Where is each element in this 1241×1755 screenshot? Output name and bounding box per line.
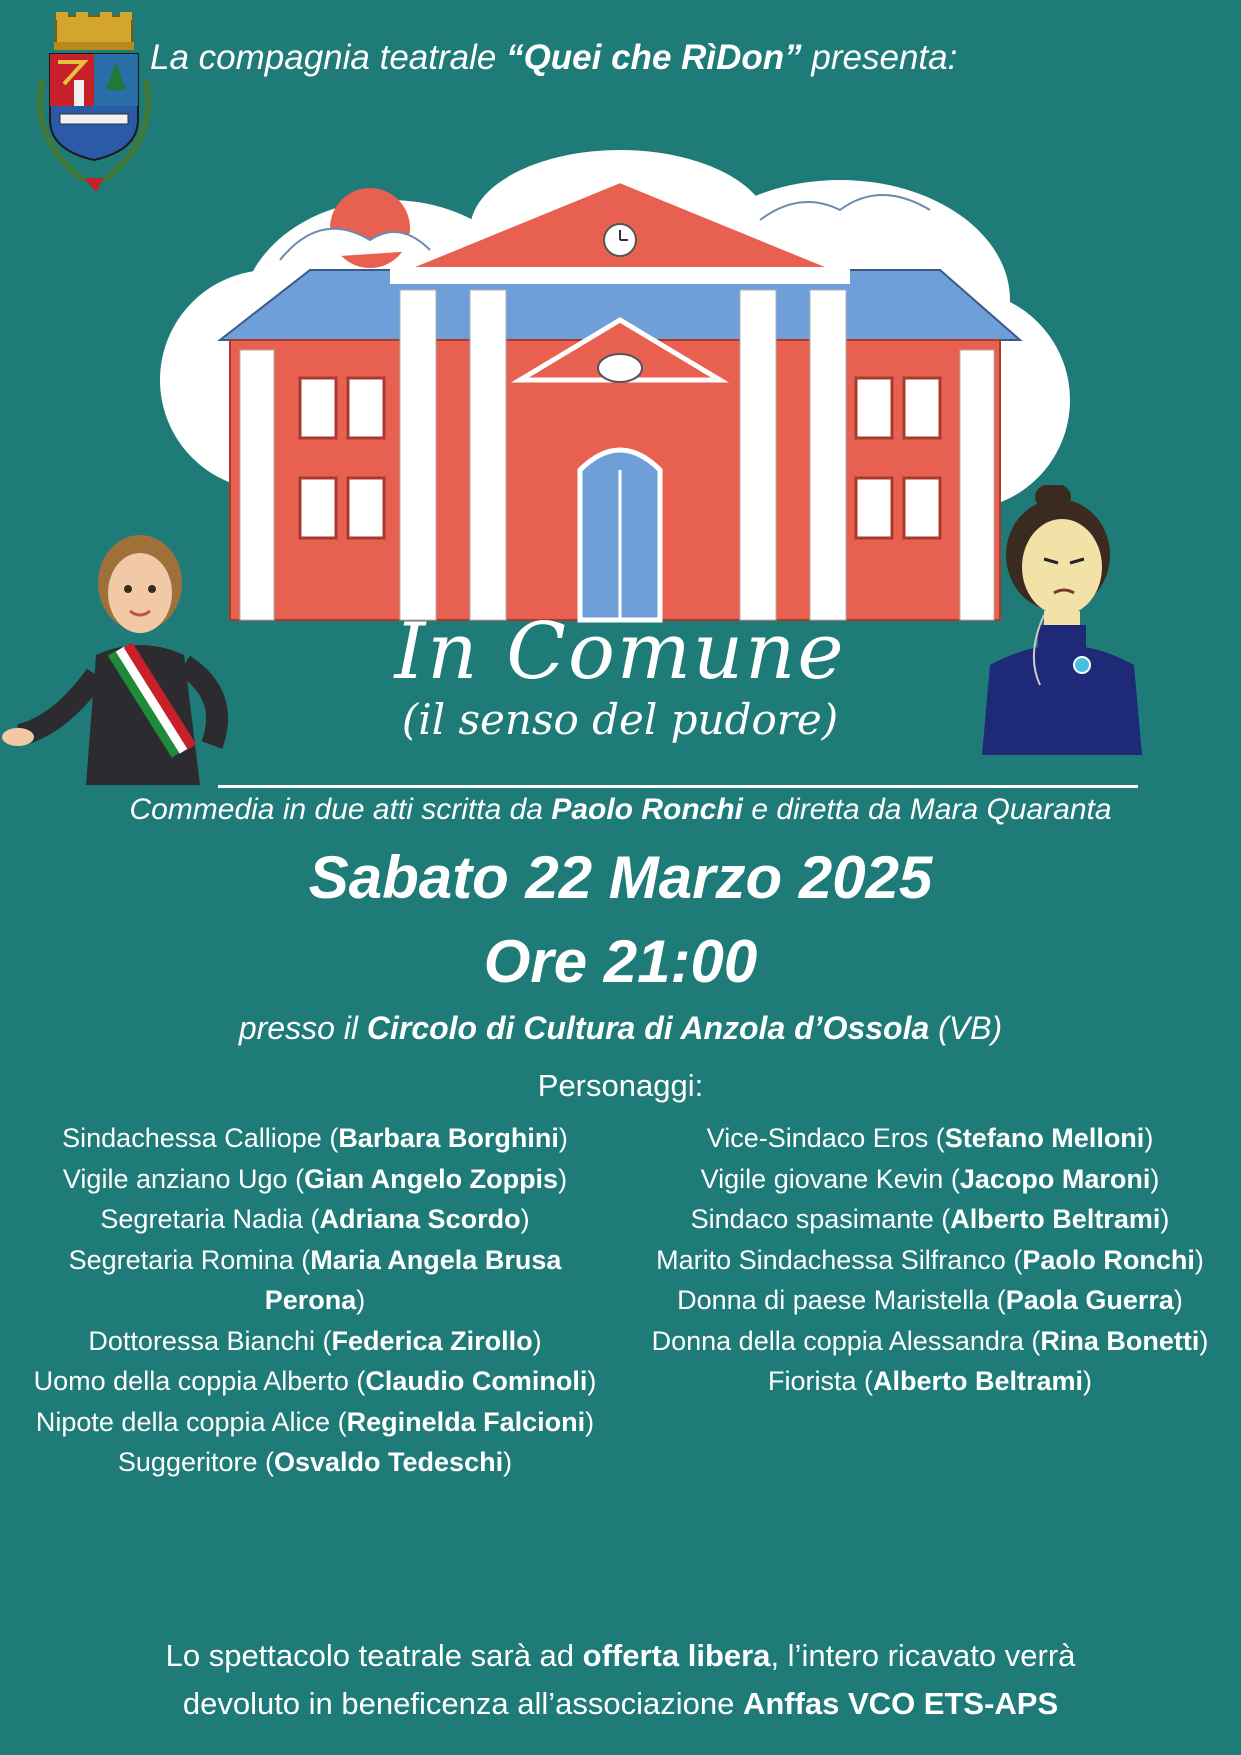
event-time: Ore 21:00	[483, 928, 758, 995]
cast-heading: Personaggi:	[537, 1068, 704, 1103]
cast-role: Donna della coppia Alessandra	[651, 1325, 1024, 1356]
event-date: Sabato 22 Marzo 2025	[308, 844, 933, 911]
cast-role: Vigile anziano Ugo	[62, 1163, 288, 1194]
cast-entry: Segretaria Romina (Maria Angela Brusa Perona)	[68, 1244, 562, 1315]
cast-entry: Sindachessa Calliope (Barbara Borghini)	[62, 1123, 568, 1153]
cast-actor: Paolo Ronchi	[1022, 1244, 1195, 1275]
venue-prefix: presso il	[238, 1010, 367, 1046]
cast-role: Vice-Sindaco Eros	[706, 1123, 929, 1153]
cast-entry: Segretaria Nadia (Adriana Scordo)	[100, 1204, 530, 1234]
cast-role: Uomo della coppia Alberto	[33, 1366, 349, 1396]
cast-entry: Vigile anziano Ugo (Gian Angelo Zoppis)	[62, 1163, 568, 1194]
association-name: Anffas VCO ETS-APS	[742, 1686, 1059, 1721]
intro-line	[150, 38, 1150, 88]
venue-name: Circolo di Cultura di Anzola d’Ossola	[366, 1010, 930, 1046]
cast-role: Nipote della coppia Alice	[35, 1406, 331, 1437]
cast-actor: Gian Angelo Zoppis	[304, 1163, 559, 1194]
charity-text: devoluto in beneficenza all’associazione	[182, 1686, 743, 1721]
cast-entry: Sindaco spasimante (Alberto Beltrami)	[690, 1204, 1170, 1234]
cast-role: Vigile giovane Kevin	[700, 1163, 944, 1194]
cast-list-left	[20, 1118, 610, 1483]
cast-role: Fiorista	[767, 1366, 857, 1396]
cast-role: Sindaco spasimante	[690, 1204, 934, 1234]
author-name: Paolo Ronchi	[551, 793, 743, 826]
venue-suffix: (VB)	[929, 1010, 1003, 1046]
free-offering-text: offerta libera	[582, 1638, 771, 1673]
cast-role: Dottoressa Bianchi	[88, 1325, 316, 1356]
show-title: In Comune	[394, 607, 846, 697]
charity-note-line-1	[40, 1632, 1201, 1680]
cast-actor: Jacopo Maroni	[959, 1163, 1151, 1194]
credits-line	[20, 786, 1221, 834]
cast-role: Segretaria Nadia	[100, 1204, 304, 1234]
cast-list-right	[635, 1118, 1225, 1402]
cast-role: Segretaria Romina	[68, 1244, 294, 1275]
cast-actor: Stefano Melloni	[944, 1123, 1145, 1153]
town-hall-illustration	[140, 150, 1100, 630]
credits-prefix: Commedia in due atti scritta da	[129, 793, 552, 826]
event-venue	[20, 1002, 1221, 1054]
cast-actor: Maria Angela Brusa Perona	[264, 1244, 562, 1315]
cast-actor: Osvaldo Tedeschi	[274, 1447, 504, 1477]
charity-text: Lo spettacolo teatrale sarà ad	[165, 1638, 583, 1673]
cast-actor: Barbara Borghini	[338, 1123, 559, 1153]
intro-suffix: presenta:	[801, 38, 958, 77]
cast-entry: Nipote della coppia Alice (Reginelda Falcioni)	[35, 1406, 595, 1437]
cast-entry: Donna di paese Maristella (Paola Guerra)	[677, 1285, 1183, 1315]
charity-note-line-2	[40, 1680, 1201, 1728]
intro-prefix: La compagnia teatrale	[150, 38, 507, 77]
cast-actor: Rina Bonetti	[1040, 1325, 1200, 1356]
charity-text: , l’intero ricavato verrà	[770, 1638, 1076, 1673]
cast-actor: Adriana Scordo	[319, 1204, 521, 1234]
cast-entry: Uomo della coppia Alberto (Claudio Cominoli)	[33, 1366, 597, 1396]
cast-actor: Alberto Beltrami	[872, 1366, 1084, 1396]
cast-entry: Vice-Sindaco Eros (Stefano Melloni)	[706, 1123, 1154, 1153]
company-name: “Quei che RìDon”	[506, 38, 802, 77]
show-subtitle: (il senso del pudore)	[401, 695, 839, 744]
cast-actor: Paola Guerra	[1005, 1285, 1174, 1315]
cast-role: Marito Sindachessa Silfranco	[656, 1244, 1006, 1275]
cast-actor: Reginelda Falcioni	[346, 1406, 586, 1437]
cast-actor: Alberto Beltrami	[950, 1204, 1161, 1234]
cast-role: Donna di paese Maristella	[677, 1285, 990, 1315]
cast-actor: Federica Zirollo	[331, 1325, 533, 1356]
cast-actor: Claudio Cominoli	[365, 1366, 588, 1396]
cast-entry: Dottoressa Bianchi (Federica Zirollo)	[88, 1325, 542, 1356]
cast-entry: Vigile giovane Kevin (Jacopo Maroni)	[700, 1163, 1160, 1194]
cast-role: Sindachessa Calliope	[62, 1123, 322, 1153]
cast-entry: Fiorista (Alberto Beltrami)	[767, 1366, 1093, 1396]
cast-entry: Marito Sindachessa Silfranco (Paolo Ronchi)	[656, 1244, 1204, 1275]
cast-entry: Donna della coppia Alessandra (Rina Bonetti)	[651, 1325, 1209, 1356]
cast-role: Suggeritore	[117, 1447, 258, 1477]
credits-suffix: e diretta da Mara Quaranta	[743, 793, 1112, 826]
charity-note	[40, 1632, 1201, 1732]
cast-entry: Suggeritore (Osvaldo Tedeschi)	[117, 1447, 513, 1477]
